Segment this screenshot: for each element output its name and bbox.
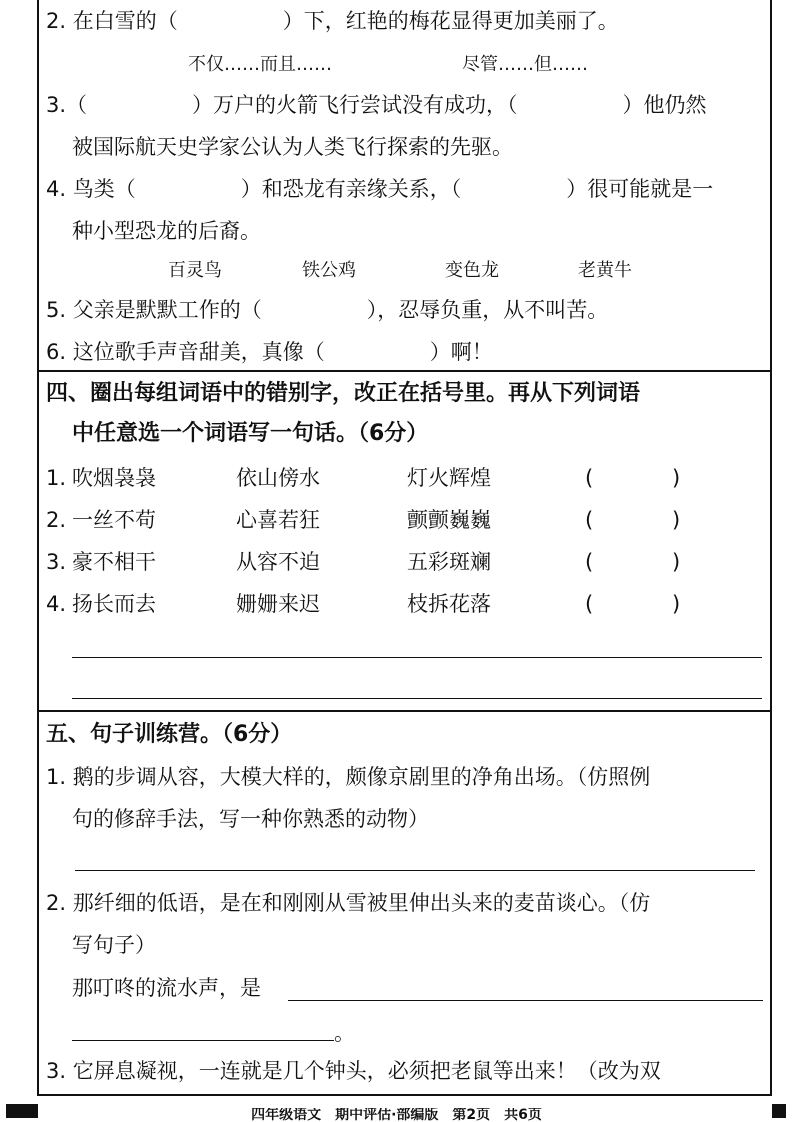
word-b: 从容不迫 <box>236 550 320 574</box>
s5-q1-line1: 1. 鹅的步调从容，大模大样的，颇像京剧里的净角出场。（仿照例 <box>46 765 651 789</box>
word-c: 枝拆花落 <box>407 592 491 616</box>
answer-paren-close: ) <box>672 550 681 574</box>
answer-paren-close: ) <box>672 466 681 490</box>
answer-paren-close: ) <box>672 508 681 532</box>
s5-q3-line1: 3. 它屏息凝视，一连就是几个钟头，必须把老鼠等出来！（改为双 <box>46 1059 661 1083</box>
answer-paren-open[interactable]: ( <box>585 508 594 532</box>
page-bottom-border <box>37 1094 772 1096</box>
answer-paren-close: ) <box>672 592 681 616</box>
word-a: 扬长而去 <box>72 592 156 616</box>
row-number: 2. <box>46 508 67 532</box>
writing-line[interactable] <box>72 1040 334 1041</box>
word-b: 姗姗来迟 <box>236 592 320 616</box>
section-divider <box>37 370 772 372</box>
conj-option-a: 不仅……而且…… <box>188 54 332 75</box>
q3-4-line2: 种小型恐龙的后裔。 <box>72 219 261 243</box>
q3-6: 6. 这位歌手声音甜美，真像（ ）啊！ <box>46 340 493 364</box>
word-option: 百灵鸟 <box>168 260 222 281</box>
q3-3-line2: 被国际航天史学家公认为人类飞行探索的先驱。 <box>72 135 513 159</box>
section-divider <box>37 710 772 712</box>
row-number: 4. <box>46 592 67 616</box>
word-c: 五彩斑斓 <box>407 550 491 574</box>
word-a: 豪不相干 <box>72 550 156 574</box>
s5-q2-line2: 写句子） <box>72 933 156 957</box>
answer-paren-open[interactable]: ( <box>585 550 594 574</box>
answer-paren-open[interactable]: ( <box>585 592 594 616</box>
q3-4-line1: 4. 鸟类（ ）和恐龙有亲缘关系，（ ）很可能就是一 <box>46 177 714 201</box>
q3-2: 2. 在白雪的（ ）下，红艳的梅花显得更加美丽了。 <box>46 9 619 33</box>
word-a: 吹烟袅袅 <box>72 466 156 490</box>
s5-q1-line2: 句的修辞手法，写一种你熟悉的动物） <box>72 807 429 831</box>
word-b: 依山傍水 <box>236 466 320 490</box>
writing-line[interactable] <box>288 1000 763 1001</box>
writing-line[interactable] <box>75 870 755 871</box>
word-option: 变色龙 <box>445 260 499 281</box>
page-footer: 四年级语文 期中评估·部编版 第2页 共6页 <box>251 1108 542 1122</box>
section4-title-line1: 四、圈出每组词语中的错别字，改正在括号里。再从下列词语 <box>46 381 641 406</box>
word-a: 一丝不苟 <box>72 508 156 532</box>
q3-3-line1: 3.（ ）万户的火箭飞行尝试没有成功，（ ）他仍然 <box>46 93 707 117</box>
writing-line[interactable] <box>72 657 762 658</box>
writing-line[interactable] <box>72 698 762 699</box>
word-option: 老黄牛 <box>578 260 632 281</box>
word-b: 心喜若狂 <box>236 508 320 532</box>
word-c: 灯火辉煌 <box>407 466 491 490</box>
word-c: 颤颤巍巍 <box>407 508 491 532</box>
section4-title-line2: 中任意选一个词语写一句话。（6分） <box>72 421 429 446</box>
s5-q2-line1: 2. 那纤细的低语，是在和刚刚从雪被里伸出头来的麦苗谈心。（仿 <box>46 891 651 915</box>
q3-5: 5. 父亲是默默工作的（ ），忍辱负重，从不叫苦。 <box>46 298 609 322</box>
row-number: 1. <box>46 466 67 490</box>
section5-title: 五、句子训练营。（6分） <box>46 722 293 747</box>
answer-paren-open[interactable]: ( <box>585 466 594 490</box>
row-number: 3. <box>46 550 67 574</box>
s5-q2-end: 。 <box>334 1021 355 1045</box>
conj-option-b: 尽管……但…… <box>462 54 588 75</box>
s5-q2-prompt: 那叮咚的流水声，是 <box>72 976 261 1000</box>
page-frame <box>37 0 772 1095</box>
word-option: 铁公鸡 <box>302 260 356 281</box>
